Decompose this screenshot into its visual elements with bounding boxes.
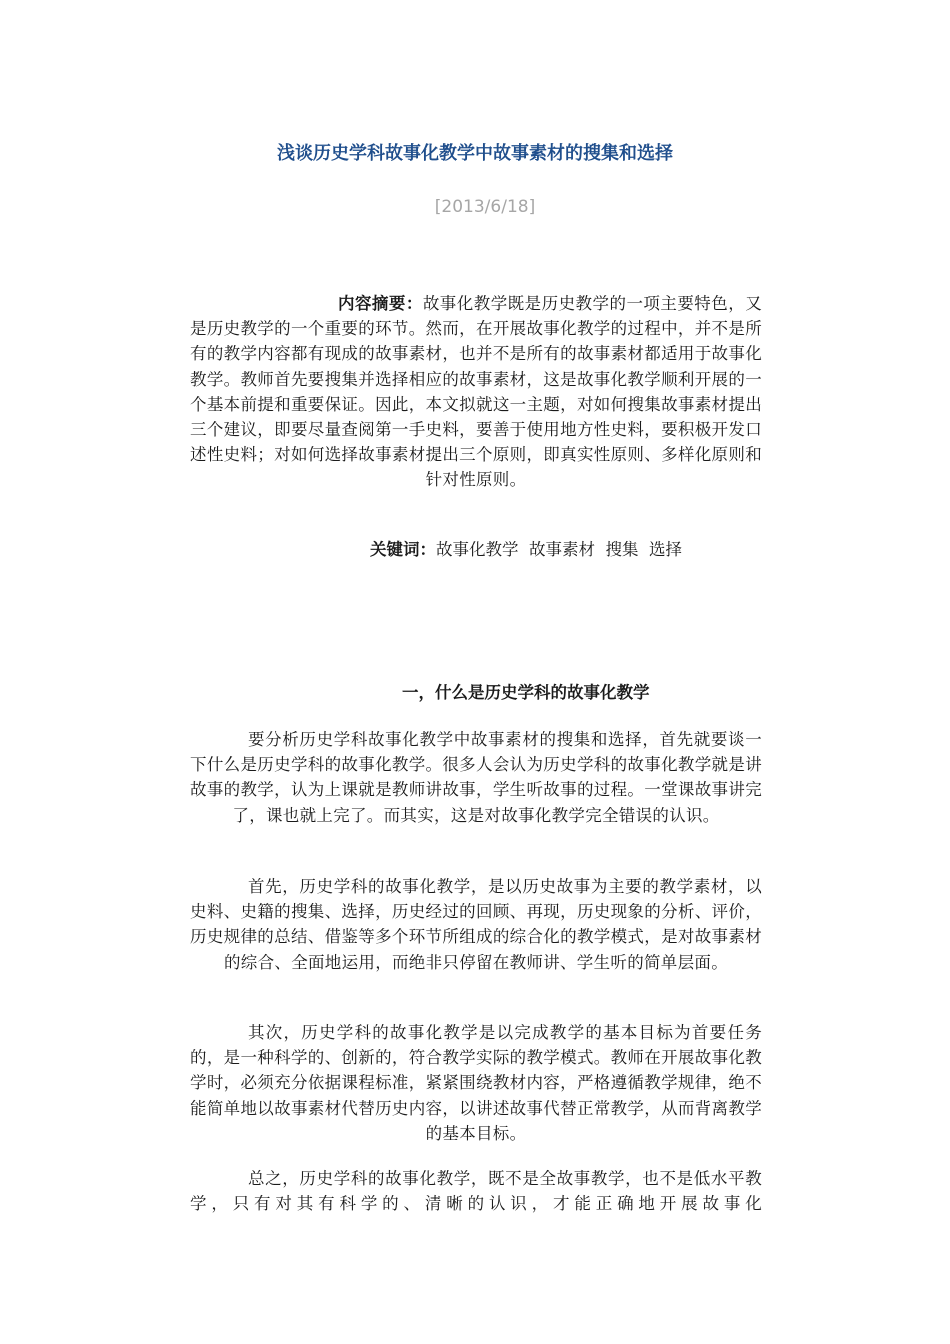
section-heading: 一，什么是历史学科的故事化教学 [402,683,650,702]
keywords-line [370,537,682,562]
keywords-text: 故事化教学 故事素材 搜集 选择 [436,540,682,559]
abstract-paragraph [190,291,762,493]
publish-date: [2013/6/18] [434,197,536,217]
keywords-label: 关键词： [370,540,436,559]
body-paragraph: 其次，历史学科的故事化教学是以完成教学的基本目标为首要任务的，是一种科学的、创新的，符合教学实际的教学模式。教师在开展故事化教学时，必须充分依据课程标准，紧紧围绕教材内容，严格遵循教学规律，绝不能简单地以故事素材代替历史内容，以讲述故事代替正常教学，从而背离教学的基本目标。 [190,1023,762,1143]
body-paragraph: 要分析历史学科故事化教学中故事素材的搜集和选择，首先就要谈一下什么是历史学科的故事化教学。很多人会认为历史学科的故事化教学就是讲故事的教学，认为上课就是教师讲故事，学生听故事的过程。一堂课故事讲完了，课也就上完了。而其实，这是对故事化教学完全错误的认识。 [190,730,762,825]
abstract-label: 内容摘要： [338,294,423,313]
document-title: 浅谈历史学科故事化教学中故事素材的搜集和选择 [277,143,673,164]
body-paragraph: 首先，历史学科的故事化教学，是以历史故事为主要的教学素材，以史料、史籍的搜集、选择，历史经过的回顾、再现，历史现象的分析、评价，历史规律的总结、借鉴等多个环节所组成的综合化的教学模式，是对故事素材的综合、全面地运用，而绝非只停留在教师讲、学生听的简单层面。 [190,877,762,972]
body-paragraph: 总之，历史学科的故事化教学，既不是全故事教学，也不是低水平教学，只有对其有科学的、清晰的认识，才能正确地开展故事化 [190,1169,762,1214]
abstract-text: 故事化教学既是历史教学的一项主要特色，又是历史教学的一个重要的环节。然而，在开展故事化教学的过程中，并不是所有的教学内容都有现成的故事素材，也并不是所有的故事素材都适用于故事化教学。教师首先要搜集并选择相应的故事素材，这是故事化教学顺利开展的一个基本前提和重要保证。因此，本文拟就这一主题，对如何搜集故事素材提出三个建议，即要尽量查阅第一手史料，要善于使用地方性史料，要积极开发口述性史料；对如何选择故事素材提出三个原则，即真实性原则、多样化原则和针对性原则。 [190,294,763,490]
